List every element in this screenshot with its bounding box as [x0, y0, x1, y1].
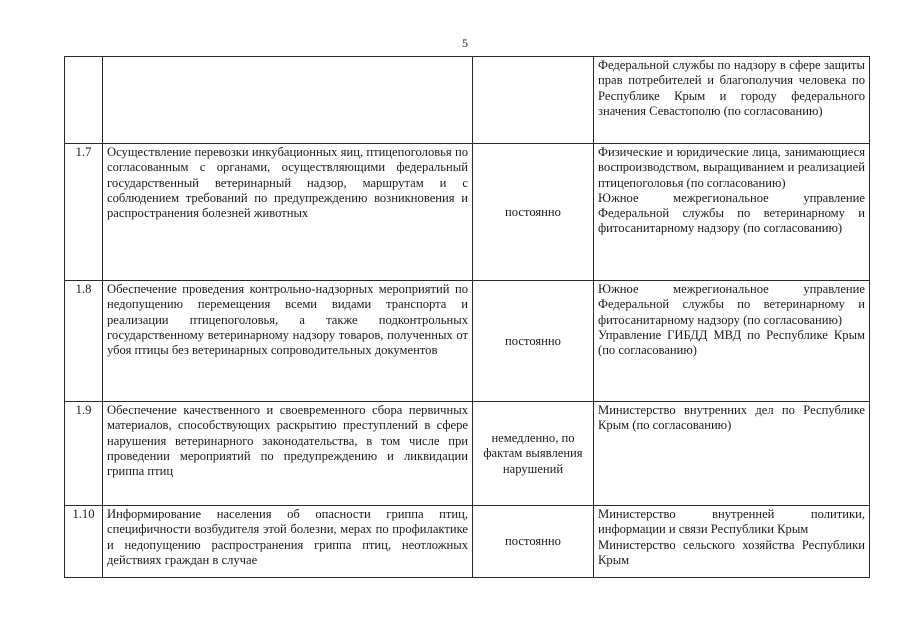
executor-cell [594, 402, 870, 506]
table-row [65, 402, 870, 506]
action-cell: Обеспечение качественного и своевременного сбора первичных материалов, способствующих раскрытию преступлений в сфере нарушения ветеринарного законодательства, в том числе при проведении мероприятий по предупреждению и ликвидации гриппа птиц [103, 402, 473, 506]
row-number: 1.8 [65, 281, 103, 402]
action-cell: Осуществление перевозки инкубационных яиц, птицепоголовья по согласованным с органами, осуществляющими федеральный государственный ветеринарный надзор, маршрутам и с соблюдением требований по предупреждению возникновения и распространения болезней животных [103, 144, 473, 281]
row-number: 1.10 [65, 506, 103, 578]
action-cell [103, 57, 473, 144]
table-row [65, 281, 870, 402]
executor-line: Южное межрегиональное управление Федеральной службы по ветеринарному и фитосанитарному надзору (по согласованию) [598, 282, 865, 327]
executor-line: Министерство внутренних дел по Республике Крым (по согласованию) [598, 403, 865, 433]
executor-cell [594, 144, 870, 281]
executor-cell [594, 281, 870, 402]
executor-cell [594, 57, 870, 144]
executor-line: Министерство сельского хозяйства Республики Крым [598, 537, 865, 567]
row-number: 1.7 [65, 144, 103, 281]
term-cell: немедленно, по фактам выявления нарушений [473, 402, 594, 506]
action-cell: Обеспечение проведения контрольно-надзорных мероприятий по недопущению перемещения всеми видами транспорта и реализации птицепоголовья, а также подконтрольных государственному ветеринарному надзору товаров, полученных от убоя птицы без ветеринарных сопроводительных документов [103, 281, 473, 402]
executor-cell [594, 506, 870, 578]
executor-line: Физические и юридические лица, занимающиеся воспроизводством, выращиванием и реализацией птицепоголовья (по согласованию) [598, 145, 865, 190]
executor-line: Управление ГИБДД МВД по Республике Крым (по согласованию) [598, 327, 865, 358]
term-cell: постоянно [473, 281, 594, 402]
executor-line: Федеральной службы по надзору в сфере защиты прав потребителей и благополучия человека по Республике Крым и городу федерального значения Севастополю (по согласованию) [598, 58, 865, 118]
row-number: 1.9 [65, 402, 103, 506]
table-row [65, 57, 870, 144]
measures-table [64, 56, 870, 578]
executor-line: Южное межрегиональное управление Федеральной службы по ветеринарному и фитосанитарному надзору (по согласованию) [598, 190, 865, 236]
table-row [65, 144, 870, 281]
executor-line: Министерство внутренней политики, информации и связи Республики Крым [598, 507, 865, 537]
table-row [65, 506, 870, 578]
row-number [65, 57, 103, 144]
term-cell [473, 57, 594, 144]
action-cell: Информирование населения об опасности гриппа птиц, специфичности возбудителя этой болезни, мерах по профилактике и недопущению распространения гриппа птиц, неотложных действиях граждан в случае [103, 506, 473, 578]
page-number: 5 [462, 36, 468, 50]
term-cell: постоянно [473, 144, 594, 281]
term-cell: постоянно [473, 506, 594, 578]
